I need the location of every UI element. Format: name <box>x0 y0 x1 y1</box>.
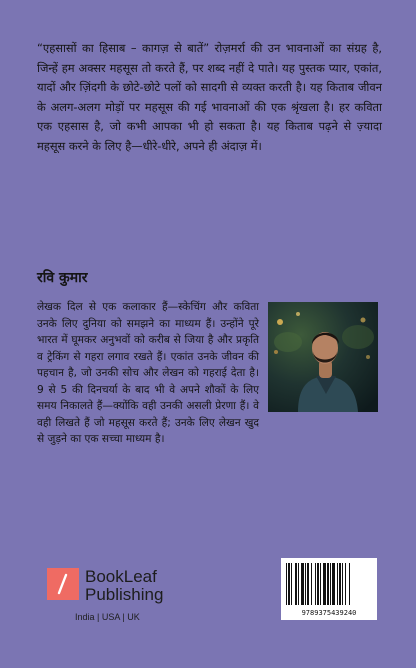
barcode-bars-icon <box>281 558 377 608</box>
isbn-barcode <box>281 558 377 620</box>
publisher-logo-icon <box>47 568 79 600</box>
back-cover-blurb: “एहसासों का हिसाब – कागज़ से बातें” रोज़मर्रा की उन भावनाओं का संग्रह है, जिन्हें हम अक्सर महसूस तो करते हैं, पर शब्द नहीं दे पाते। यह पुस्तक प्यार, एकांत, यादों और ज़िंदगी के छोटे-छोटे पलों को सादगी से व्यक्त करती है। यह किताब जीवन के अलग-अलग मोड़ों पर महसूस की गई भावनाओं की एक श्रृंखला है। हर कविता एक एहसास है, जो कभी आपका भी हो सकता है। यह किताब पढ़ने से ज़्यादा महसूस करने के लिए है—धीरे-धीरे, अपने ही अंदाज़ में। <box>37 41 382 153</box>
isbn-number: 9789375439240 <box>301 609 357 617</box>
author-bio: लेखक दिल से एक कलाकार हैं—स्केचिंग और कविता उनके लिए दुनिया को समझने का माध्यम हैं। उन्होंने पूरे भारत में घूमकर अनुभवों को करीब से जिया है और प्रकृति व ट्रेकिंग से गहरा लगाव रखते हैं। एकांत उनके जीवन की पहचान है, जो उनकी सोच और लेखन को गहराई देता है। 9 से 5 की दिनचर्या के बाद भी वे अपने शौकों के लिए समय निकालते हैं—क्योंकि वही उनकी असली प्रेरणा हैं। वे वही लिखते हैं जो महसूस करते हैं; उनके लिए लेखन खुद से जुड़ने का एक सच्चा माध्यम है। <box>37 301 259 445</box>
author-photo <box>268 302 378 412</box>
author-name: रवि कुमार <box>37 270 88 286</box>
publisher-name-line1: BookLeaf <box>85 567 157 586</box>
publisher-logo <box>47 568 187 628</box>
publisher-regions: India | USA | UK <box>75 612 140 622</box>
publisher-name-line2: Publishing <box>85 585 164 604</box>
